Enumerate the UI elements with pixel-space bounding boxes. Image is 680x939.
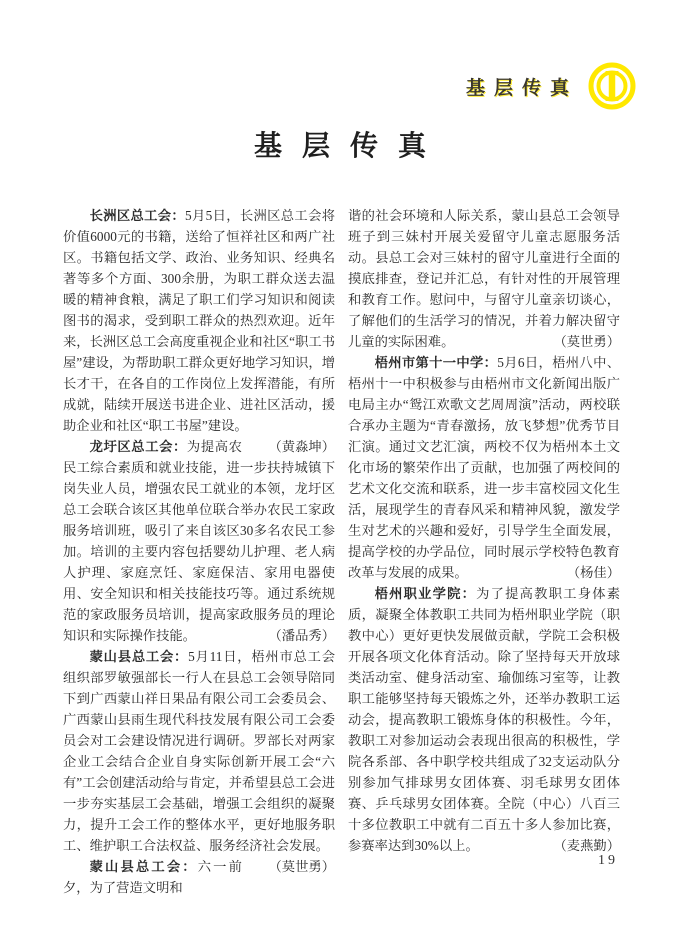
page-number: 19 [598,853,618,868]
attribution: （杨佳） [566,565,620,580]
running-head [466,62,636,110]
attribution: （黄淼坤） [268,439,335,454]
org-name: 梧州职业学院： [374,586,477,601]
paragraph-text: 为提高农民工综合素质和就业技能，进一步扶持城镇下岗失业人员，增强农民工就业的本领，龙圩区总工会联合该区其他单位联合举办农民工家政服务培训班，吸引了来自该区30多名农民工参加。培训的主要内容包括婴幼儿护理、老人病人护理、家庭烹饪、家庭保洁、家用电器使用、安全知识和相关技能技巧等。通过系统规范的家政服务员培训，提高家政服务员的理论知识和实际操作技能。 [63,439,335,643]
attribution: （麦燕勤） [553,838,620,853]
paragraph-text: 5月11日，梧州市总工会组织部罗敏强部长一行人在县总工会领导陪同下到广西蒙山祥日果品有限公司工会委员会、广西蒙山县雨生现代科技发展有限公司工会委员会对工会建设情况进行调研。罗部长对两家企业工会结合企业自身实际创新开展工会“六有”工会创建活动给与肯定，并希望县总工会进一步夯实基层工会基础，增强工会组织的凝聚力，提升工会工作的整体水平，更好地服务职工、维护职工合法权益、服务经济社会发展。 [63,649,335,853]
org-name: 龙圩区总工会： [89,439,187,454]
section-header-label: 基层传真 [465,77,578,99]
org-name: 梧州市第十一中学： [374,355,498,370]
paragraph-text: 谐的社会环境和人际关系，蒙山县总工会领导班子到三妹村开展关爱留守儿童志愿服务活动。县总工会对三妹村的留守儿童进行全面的摸底排查，登记并汇总，有针对性的开展管理和教育工作。慰问中，与留守儿童亲切谈心，了解他们的生活学习的情况，并着力解决留守儿童的实际困难。 [348,208,620,349]
paragraph-text: 为了提高教职工身体素质，凝聚全体教职工共同为梧州职业学院（职教中心）更好更快发展做贡献，学院工会积极开展各项文化体育活动。除了坚持每天开放球类活动室、健身活动室、瑜伽练习室等，让教职工能够坚持每天锻炼之外，还举办教职工运动会，提高教职工锻炼身体的积极性。今年，教职工对参加运动会表现出很高的积极性，学院各系部、各中职学校共组成了32支运动队分别参加气排球男女团体赛、羽毛球男女团体赛、乒乓球男女团体赛。全院（中心）八百三十多位教职工中就有二百五十多人参加比赛，参赛率达到30%以上。 [348,586,621,853]
news-paragraph [63,436,335,646]
right-column [348,205,620,898]
org-name: 长洲区总工会： [89,208,186,223]
news-paragraph [348,583,620,856]
attribution: （潘品秀） [268,628,335,643]
left-column [63,205,335,898]
attribution: （莫世勇） [268,859,335,874]
org-name: 蒙山县总工会： [89,649,189,664]
news-paragraph [348,205,620,352]
paragraph-text: 六一前夕，为了营造文明和 [63,859,242,895]
attribution: （莫世勇） [553,334,620,349]
news-paragraph [348,352,620,583]
paragraph-text: 5月6日，梧州八中、梧州十一中积极参与由梧州市文化新闻出版广电局主办“鸳江欢歌文艺周周演”活动，两校联合承办主题为“青春激扬，放飞梦想”优秀节目汇演。通过文艺汇演，两校不仅为梧州本土文化市场的繁荣作出了贡献，也加强了两校间的艺术文化交流和联系，进一步丰富校园文化生活，展现学生的青春风采和精神风貌，激发学生对艺术的兴趣和爱好，引导学生全面发展，提高学校的办学品位，同时展示学校特色教育改革与发展的成果。 [348,355,620,580]
union-logo-icon [588,62,636,110]
paragraph-text: 5月5日，长洲区总工会将价值6000元的书籍，送给了恒祥社区和两广社区。书籍包括文学、政治、业务知识、经典名著等多个方面、300余册，为职工群众送去温暖的精神食粮，满足了职工们学习知识和阅读图书的渴求，受到职工群众的热烈欢迎。近年来，长洲区总工会高度重视企业和社区“职工书屋”建设，为帮助职工群众更好地学习知识，增长才干，在各自的工作岗位上发挥潜能，有所成就，陆续开展送书进企业、进社区活动，援助企业和社区“职工书屋”建设。 [63,208,336,433]
article-body [63,205,620,898]
news-paragraph [63,646,335,874]
page-title: 基层传真 [253,131,446,162]
org-name: 蒙山县总工会： [89,859,198,874]
